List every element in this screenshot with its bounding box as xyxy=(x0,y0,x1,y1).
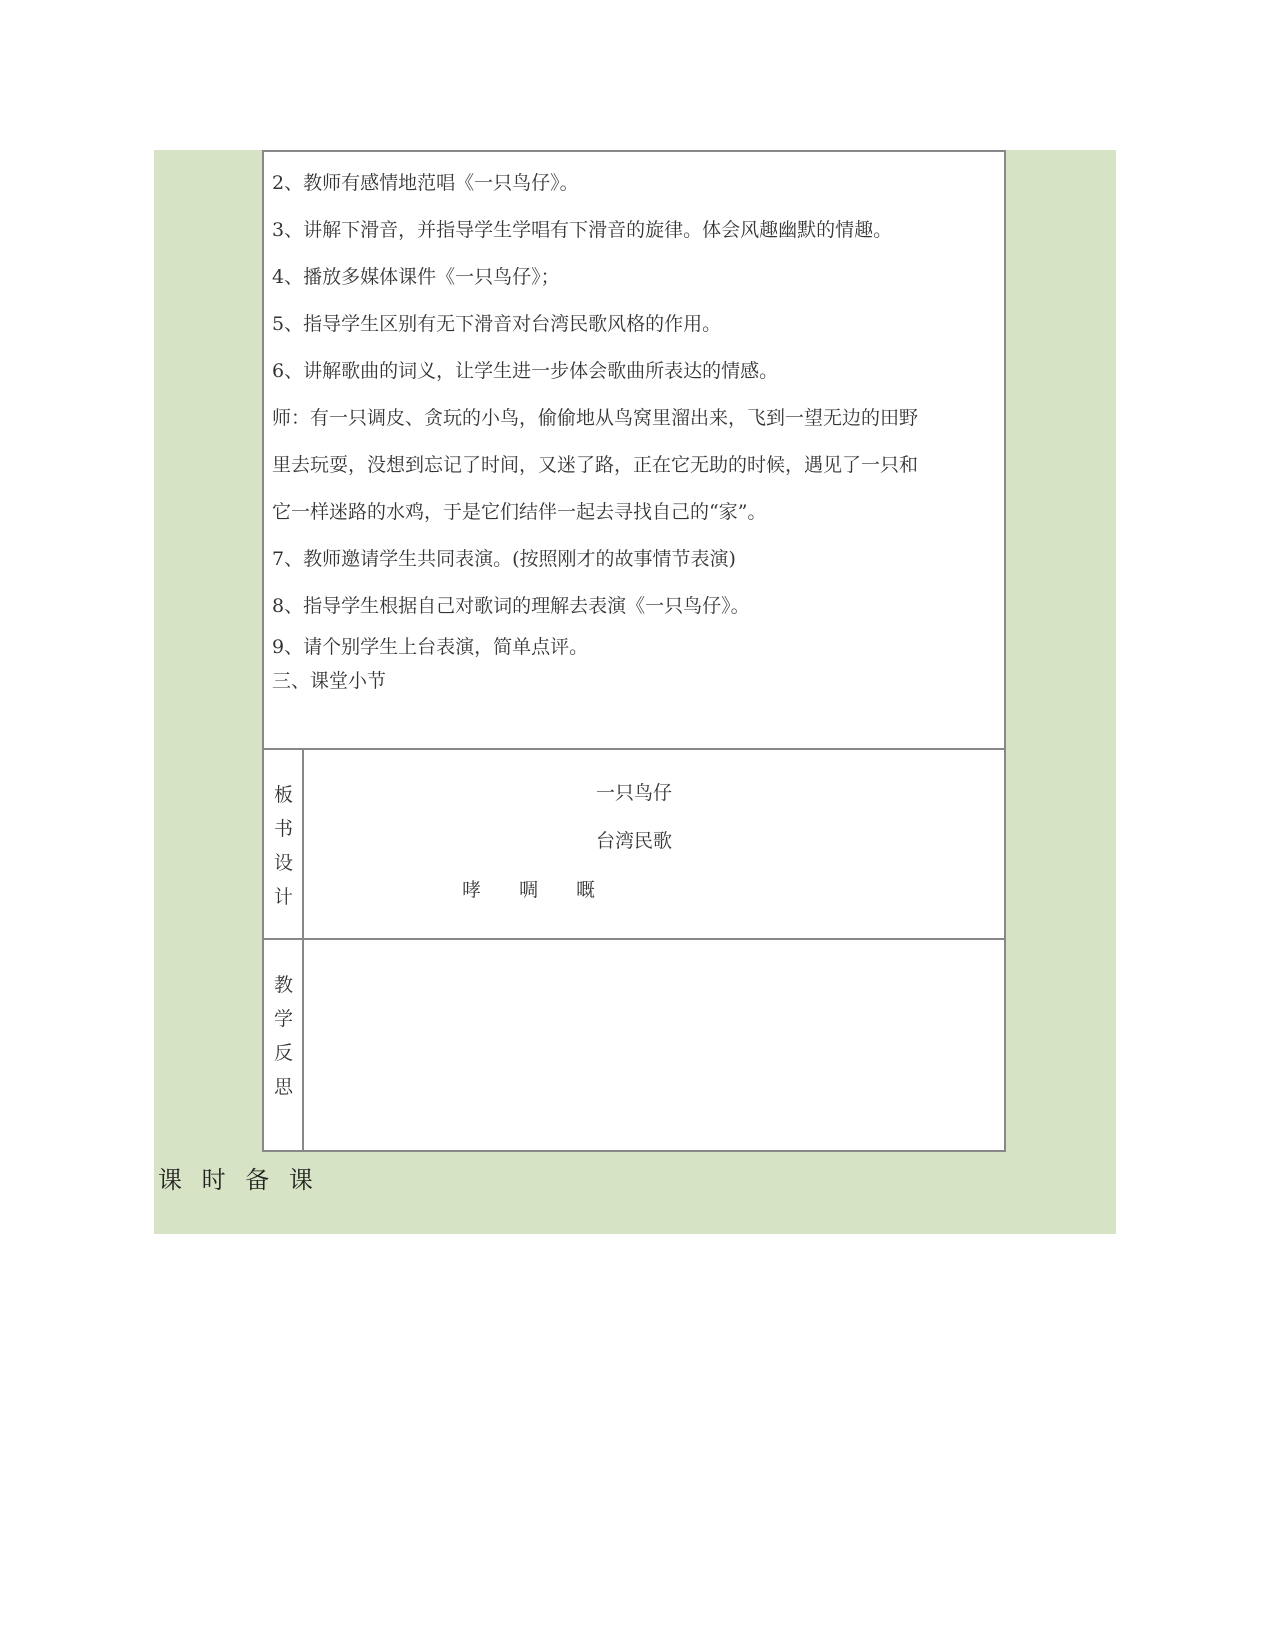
teaching-reflection-label xyxy=(264,940,304,1150)
song-title: 一只鸟仔 xyxy=(595,782,672,804)
sound-words xyxy=(462,875,617,902)
procedure-line: 9、请个别学生上台表演，简单点评。 xyxy=(272,636,589,658)
label-char: 书 xyxy=(274,818,294,840)
procedure-line: 它一样迷路的水鸡，于是它们结伴一起去寻找自己的“家”。 xyxy=(272,501,767,523)
teaching-procedure-cell xyxy=(264,152,1004,750)
procedure-line: 8、指导学生根据自己对歌词的理解去表演《一只鸟仔》。 xyxy=(272,595,750,617)
label-char: 学 xyxy=(274,1008,294,1030)
procedure-line: 师：有一只调皮、贪玩的小鸟，偷偷地从鸟窝里溜出来，飞到一望无边的田野 xyxy=(272,407,919,429)
procedure-line: 三、课堂小节 xyxy=(272,670,387,692)
label-char: 板 xyxy=(274,784,294,806)
procedure-line: 3、讲解下滑音，并指导学生学唱有下滑音的旋律。体会风趣幽默的情趣。 xyxy=(272,219,893,241)
label-char: 思 xyxy=(274,1076,294,1098)
label-char: 教 xyxy=(274,974,294,996)
teaching-reflection-content xyxy=(304,940,1004,1150)
label-char: 计 xyxy=(274,886,294,908)
board-design-content xyxy=(304,750,1004,938)
procedure-line: 2、教师有感情地范唱《一只鸟仔》。 xyxy=(272,172,579,194)
lesson-plan-table xyxy=(262,150,1006,1152)
sound-word: 嘅 xyxy=(576,879,596,901)
board-design-row xyxy=(264,750,1004,940)
procedure-line: 5、指导学生区别有无下滑音对台湾民歌风格的作用。 xyxy=(272,313,722,335)
song-subtitle: 台湾民歌 xyxy=(595,830,672,852)
procedure-line: 里去玩耍，没想到忘记了时间，又迷了路，正在它无助的时候，遇见了一只和 xyxy=(272,454,919,476)
procedure-line: 4、播放多媒体课件《一只鸟仔》； xyxy=(272,266,560,288)
procedure-line: 7、教师邀请学生共同表演。(按照刚才的故事情节表演) xyxy=(272,548,736,570)
teaching-reflection-row xyxy=(264,940,1004,1150)
footer-heading: 课 时 备 课 xyxy=(158,1166,319,1194)
sound-word: 哮 xyxy=(462,879,482,901)
sound-word: 啁 xyxy=(519,879,539,901)
label-char: 设 xyxy=(274,852,294,874)
board-design-label xyxy=(264,750,304,938)
label-char: 反 xyxy=(274,1042,294,1064)
procedure-line: 6、讲解歌曲的词义，让学生进一步体会歌曲所表达的情感。 xyxy=(272,360,779,382)
